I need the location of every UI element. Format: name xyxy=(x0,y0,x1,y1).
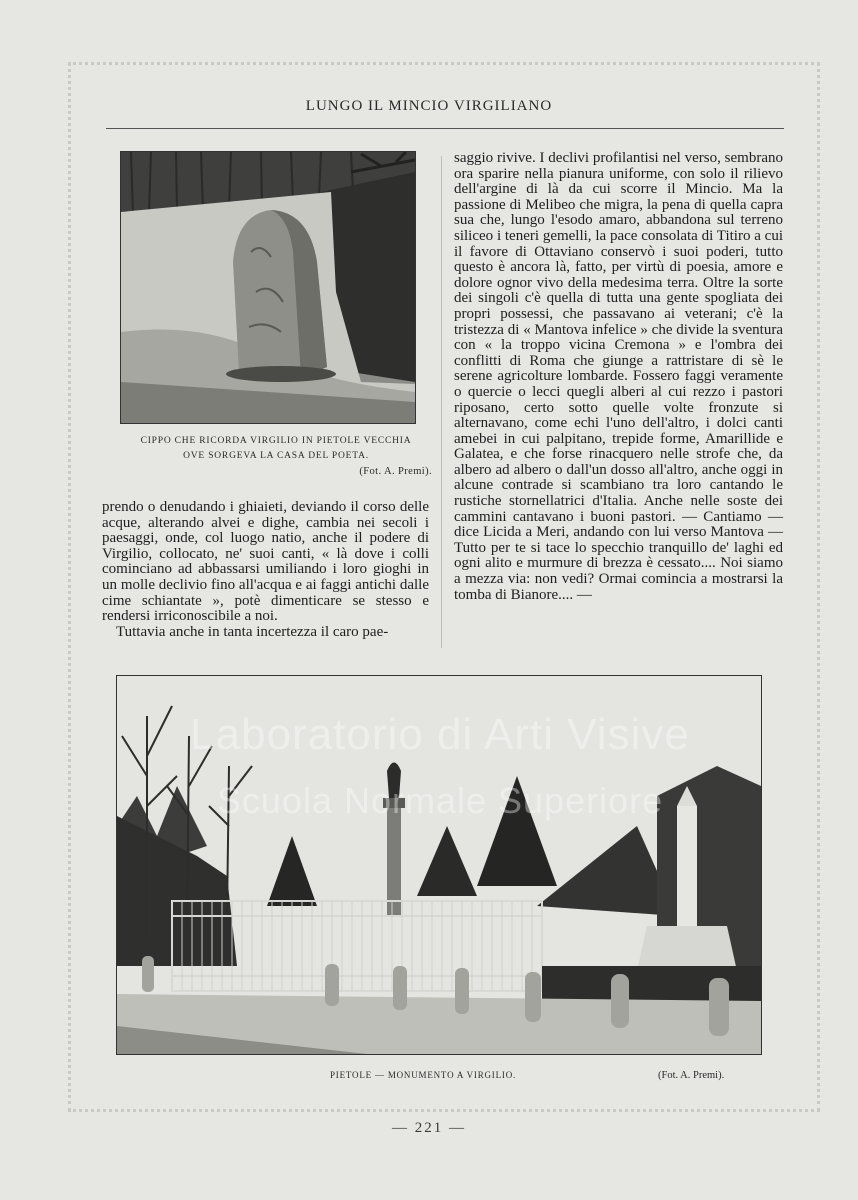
photo-cippo xyxy=(120,151,416,424)
right-column-text xyxy=(454,151,783,603)
photo-credit: (Fot. A. Premi). xyxy=(359,466,432,477)
page-number: — 221 — xyxy=(392,1120,466,1136)
left-paragraph-1: prendo o denudando i ghiaieti, deviando il corso delle acque, alterando alvei e dighe, cambia nei secoli i paesaggi, onde, col luogo natio, anche il podere di Virgilio, collocato, ne' suoi canti, « là dove i colli cominciano ad abbassarsi umiliando i loro gioghi in un molle declivio fino all'acqua e ai faggi antichi dalle cime schiantate », potè dimenticare se stesso e rendersi irriconoscibile a noi. xyxy=(102,499,429,625)
column-divider xyxy=(441,156,442,648)
left-paragraph-2: Tuttavia anche in tanta incertezza il caro pae- xyxy=(116,623,389,640)
watermark-line-2: Scuola Normale Superiore xyxy=(216,780,664,821)
running-head: LUNGO IL MINCIO VIRGILIANO xyxy=(305,98,553,114)
left-column-text xyxy=(102,500,429,640)
photo-cippo-caption xyxy=(120,434,432,479)
caption-line-1: CIPPO CHE RICORDA VIRGILIO IN PIETOLE VECCHIA xyxy=(140,436,412,446)
right-paragraph: saggio rivive. I declivi profilantisi nel verso, sembrano ora sparire nella pianura uniforme, con solo il rilievo dell'argine di là da cui scorre il Mincio. Ma la passione di Melibeo che migra, la pena di quella capra sua che, lungo l'esodo amaro, abbandona sul terreno siliceo i teneri gemelli, la pace consolata di Titiro a cui il favore di Ottaviano conservò i suoi poderi, tutto questo è ancora là, fatto, per virtù di poesia, amore e dolore ognor vivo della medesima terra. Oltre la sorte dei singoli c'è quella di tutta una gente spogliata dei propri possessi, che passavano ai veterani; c'è la tristezza di « Mantova infelice » che divide la sventura con « la troppo vicina Cremona » e l'ombra dei conflitti di Roma che giunge a rattristare di sè le serene agricolture lombarde. Fossero faggi veramente o quercie o lecci quegli alberi al cui rezzo i pastori riposano, certo sotto quelle volte fronzute si alternavano, come echi l'uno dell'altro, i dolci canti amebei in cui palpitano, trepide forme, Amarillide e Galatea, e che forse rinacquero nelle strofe che, da albero ad albero o dall'un dosso all'altro, anche oggi in alcune contrade si scambiano tra loro cantando le rustiche stornellatrici d'Italia. Anche nelle soste dei cammini cantavano i buoni pastori. — Cantiamo — dice Licida a Meri, andando con lui verso Mantova — Tutto per te si tace lo specchio tranquillo de' laghi ed ogni alito e murmure di brezza è cessato.... Noi siamo a mezza via: non vedi? Ormai comincia a mostrarsi la tomba di Bianore.... — xyxy=(454,150,783,603)
photo-monument-caption: PIETOLE — MONUMENTO A VIRGILIO. xyxy=(330,1070,517,1080)
header-rule xyxy=(106,128,784,129)
watermark-line-1: Laboratorio di Arti Visive xyxy=(190,710,690,759)
photo-monument xyxy=(116,675,762,1055)
caption-line-2: OVE SORGEVA LA CASA DEL POETA. xyxy=(183,451,369,461)
photo-monument-credit: (Fot. A. Premi). xyxy=(658,1070,725,1081)
